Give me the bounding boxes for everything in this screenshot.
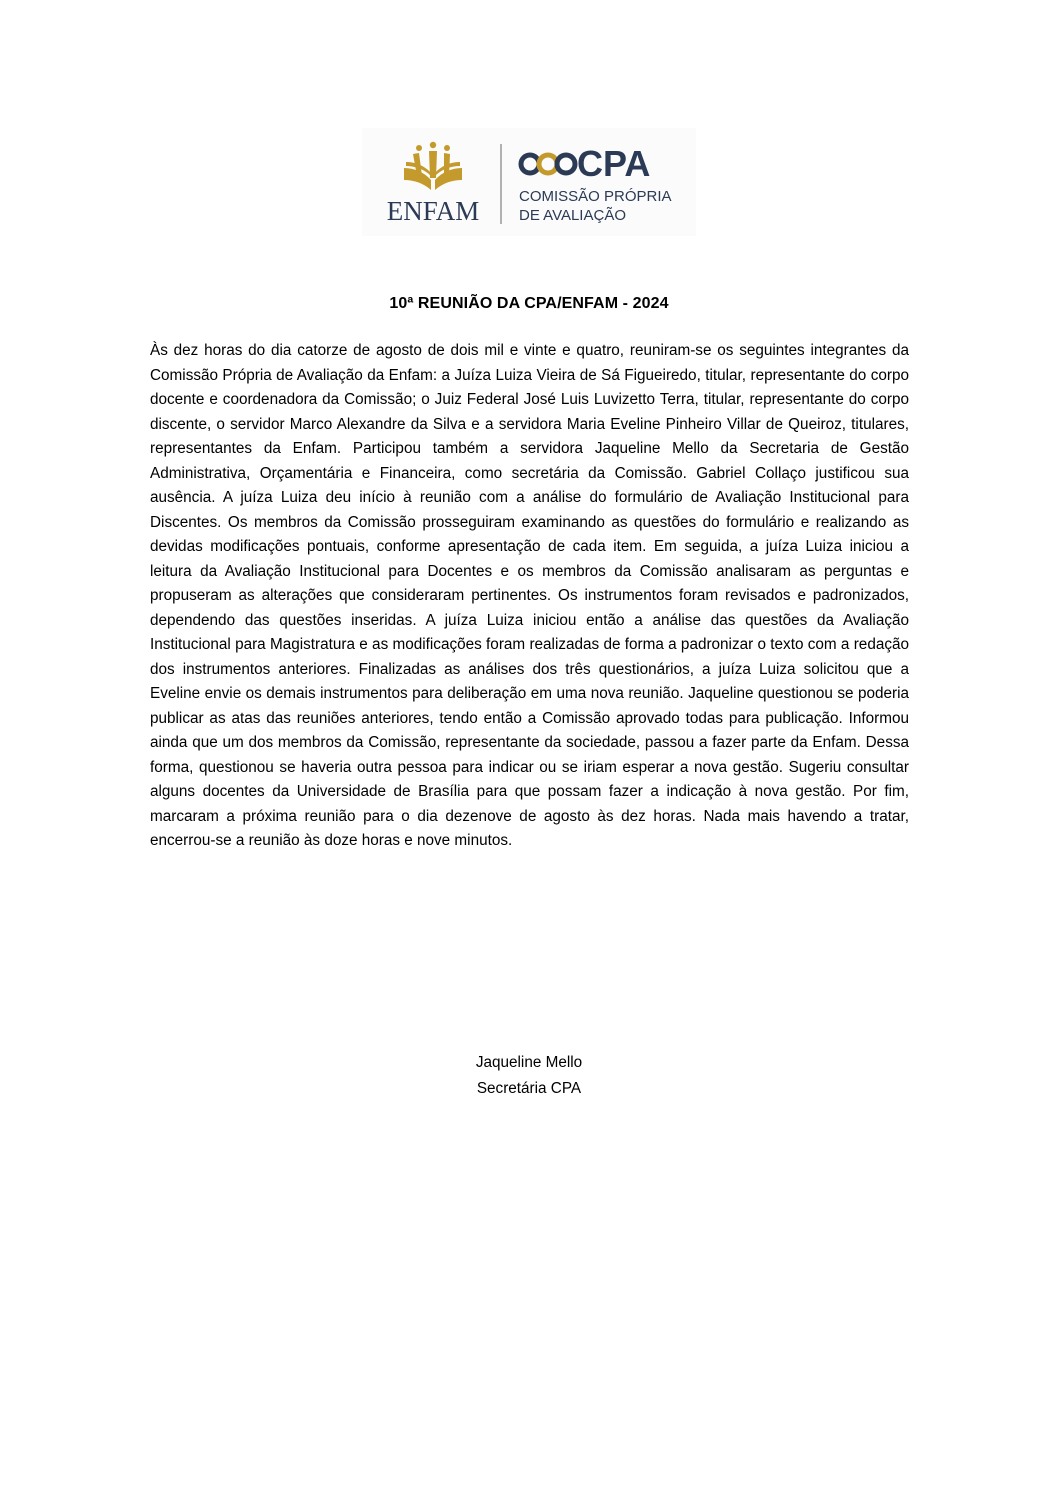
enfam-logo-text: ENFAM [386,196,480,226]
cpa-logo-line1: COMISSÃO PRÓPRIA [519,188,672,205]
logo-banner [362,128,696,236]
signature-block [0,1050,1058,1102]
cpa-logo-line2: DE AVALIAÇÃO [519,207,626,224]
signature-name: Jaqueline Mello [475,1054,583,1071]
header-logos [362,128,696,236]
infinity-link-icon [521,155,575,173]
document-body: Às dez horas do dia catorze de agosto de dois mil e vinte e quatro, reuniram-se os seguintes integrantes da Comissão Própria de Avaliação da Enfam: a Juíza Luiza Vieira de Sá Figueiredo, titular, representante do corpo docente e coordenadora da Comissão; o Juiz Federal José Luis Luvizetto Terra, titular, representante do corpo discente, o servidor Marco Alexandre da Silva e a servidora Maria Eveline Pinheiro Villar de Queiroz, titulares, representantes da Enfam. Participou também a servidora Jaqueline Mello da Secretaria de Gestão Administrativa, Orçamentária e Financeira, como secretária da Comissão. Gabriel Collaço justificou sua ausência. A juíza Luiza deu início à reunião com a análise do formulário de Avaliação Institucional para Discentes. Os membros da Comissão prosseguiram examinando as questões do formulário e realizando as devidas modificações pontuais, conforme apresentação de cada item. Em seguida, a juíza Luiza iniciou a leitura da Avaliação Institucional para Docentes e os membros da Comissão analisaram as perguntas e propuseram as alterações que consideraram pertinentes. Os instrumentos foram revisados e padronizados, dependendo das questões inseridas. A juíza Luiza iniciou então a análise das questões da Avaliação Institucional para Magistratura e as modificações foram realizadas de forma a padronizar o texto com a redação dos instrumentos anteriores. Finalizadas as análises dos três questionários, a juíza Luiza solicitou que a Eveline envie os demais instrumentos para deliberação em uma nova reunião. Jaqueline questionou se poderia publicar as atas das reuniões anteriores, tendo então a Comissão aprovado todas para publicação. Informou ainda que um dos membros da Comissão, representante da sociedade, passou a fazer parte da Enfam. Dessa forma, questionou se haveria outra pessoa para indicar ou se iriam esperar a nova gestão. Sugeriu consultar alguns docentes da Universidade de Brasília para que possam fazer a indicação à nova gestão. Por fim, marcaram a próxima reunião para o dia dezenove de agosto às dez horas. Nada mais havendo a tratar, encerrou-se a reunião às doze horas e nove minutos. [150,342,909,849]
cpa-logo-text: CPA [577,143,651,184]
signature-role: Secretária CPA [476,1080,582,1097]
document-title: 10ª REUNIÃO DA CPA/ENFAM - 2024 [389,295,669,312]
book-emblem-icon [404,142,462,190]
